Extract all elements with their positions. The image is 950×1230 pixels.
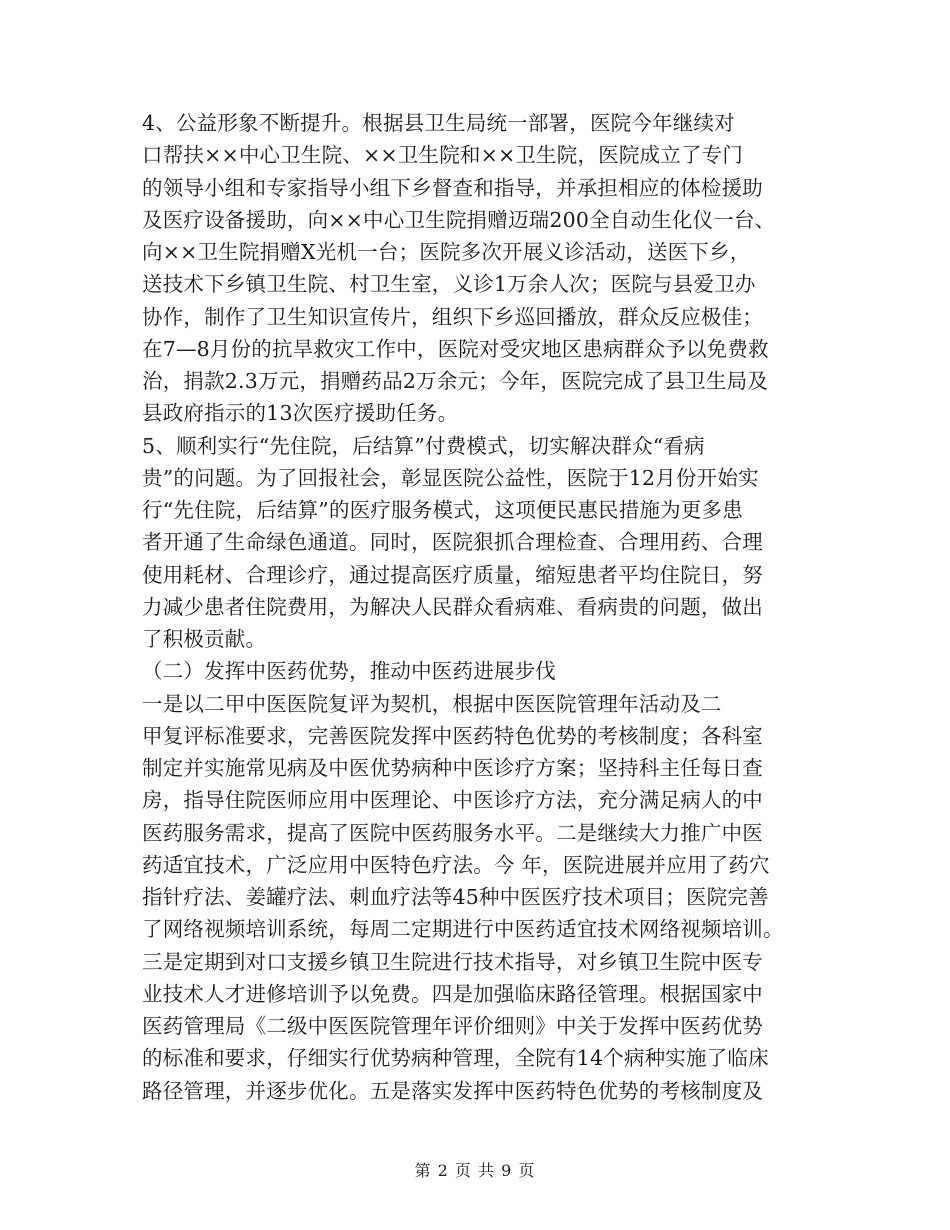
body-text-line: 医药管理局《二级中医医院管理年评价细则》中关于发挥中医药优势	[142, 1014, 763, 1038]
body-text-line: 三是定期到对口支援乡镇卫生院进行技术指导，对乡镇卫生院中医专	[142, 949, 763, 974]
body-text-line: 送技术下乡镇卫生院、村卫生室，义诊1万余人次；医院与县爱卫办	[142, 272, 756, 297]
body-text-line: 贵”的问题。为了回报社会，彰显医院公益性，医院于12月份开始实	[142, 465, 759, 490]
body-text-line: 及医疗设备援助，向××中心卫生院捐赠迈瑞200全自动生化仪一台、	[142, 207, 776, 232]
body-text-line: 使用耗材、合理诊疗，通过提高医疗质量，缩短患者平均住院日，努	[142, 562, 763, 587]
body-text-line: 房，指导住院医师应用中医理论、中医诊疗方法，充分满足病人的中	[142, 788, 763, 813]
body-text-line: 4、公益形象不断提升。根据县卫生局统一部署，医院今年继续对	[142, 111, 735, 135]
body-text-line: （二）发挥中医药优势，推动中医药进展步伐	[142, 659, 556, 684]
body-text-line: 5、顺利实行“先住院，后结算”付费模式，切实解决群众“看病	[142, 433, 705, 458]
body-text-line: 口帮扶××中心卫生院、××卫生院和××卫生院，医院成立了专门	[142, 143, 744, 168]
body-text-line: 制定并实施常见病及中医优势病种中医诊疗方案；坚持科主任每日查	[142, 756, 763, 780]
body-text-line: 力减少患者住院费用，为解决人民群众看病难、看病贵的问题，做出	[142, 594, 763, 619]
body-text-line: 向××卫生院捐赠X光机一台；医院多次开展义诊活动，送医下乡，	[142, 240, 751, 264]
body-text-line: 行“先住院，后结算”的医疗服务模式，这项便民惠民措施为更多患	[142, 498, 743, 522]
body-text-line: 了积极贡献。	[142, 627, 267, 651]
body-text-line: 业技术人才进修培训予以免费。四是加强临床路径管理。根据国家中	[142, 981, 763, 1006]
body-text-line: 甲复评标准要求，完善医院发挥中医药特色优势的考核制度；各科室	[142, 723, 763, 748]
page-footer: 第 2 页 共 9 页	[414, 1161, 536, 1180]
body-text-line: 在7—8月份的抗旱救灾工作中，医院对受灾地区患病群众予以免费救	[142, 336, 769, 361]
body-text-line: 药适宜技术，广泛应用中医特色疗法。今 年，医院进展并应用了药穴	[142, 852, 770, 877]
body-text-line: 协作，制作了卫生知识宣传片，组织下乡巡回播放，群众反应极佳；	[142, 304, 763, 329]
body-text-line: 一是以二甲中医医院复评为契机，根据中医医院管理年活动及二	[142, 691, 722, 716]
body-text-line: 医药服务需求，提高了医院中医药服务水平。二是继续大力推广中医	[142, 820, 763, 845]
body-text-line: 治，捐款2.3万元，捐赠药品2万余元；今年，医院完成了县卫生局及	[142, 369, 769, 393]
body-text-line: 者开通了生命绿色通道。同时，医院狠抓合理检查、合理用药、合理	[142, 530, 763, 555]
body-text-line: 的标准和要求，仔细实行优势病种管理，全院有14个病种实施了临床	[142, 1046, 769, 1071]
body-text-line: 指针疗法、姜罐疗法、刺血疗法等45种中医医疗技术项目；医院完善	[142, 885, 769, 909]
body-text-line: 路径管理，并逐步优化。五是落实发挥中医药特色优势的考核制度及	[142, 1078, 763, 1103]
body-text-line: 的领导小组和专家指导小组下乡督查和指导，并承担相应的体检援助	[142, 175, 763, 200]
body-text-line: 县政府指示的13次医疗援助任务。	[142, 401, 459, 426]
body-text-line: 了网络视频培训系统，每周二定期进行中医药适宜技术网络视频培训。	[142, 917, 784, 942]
